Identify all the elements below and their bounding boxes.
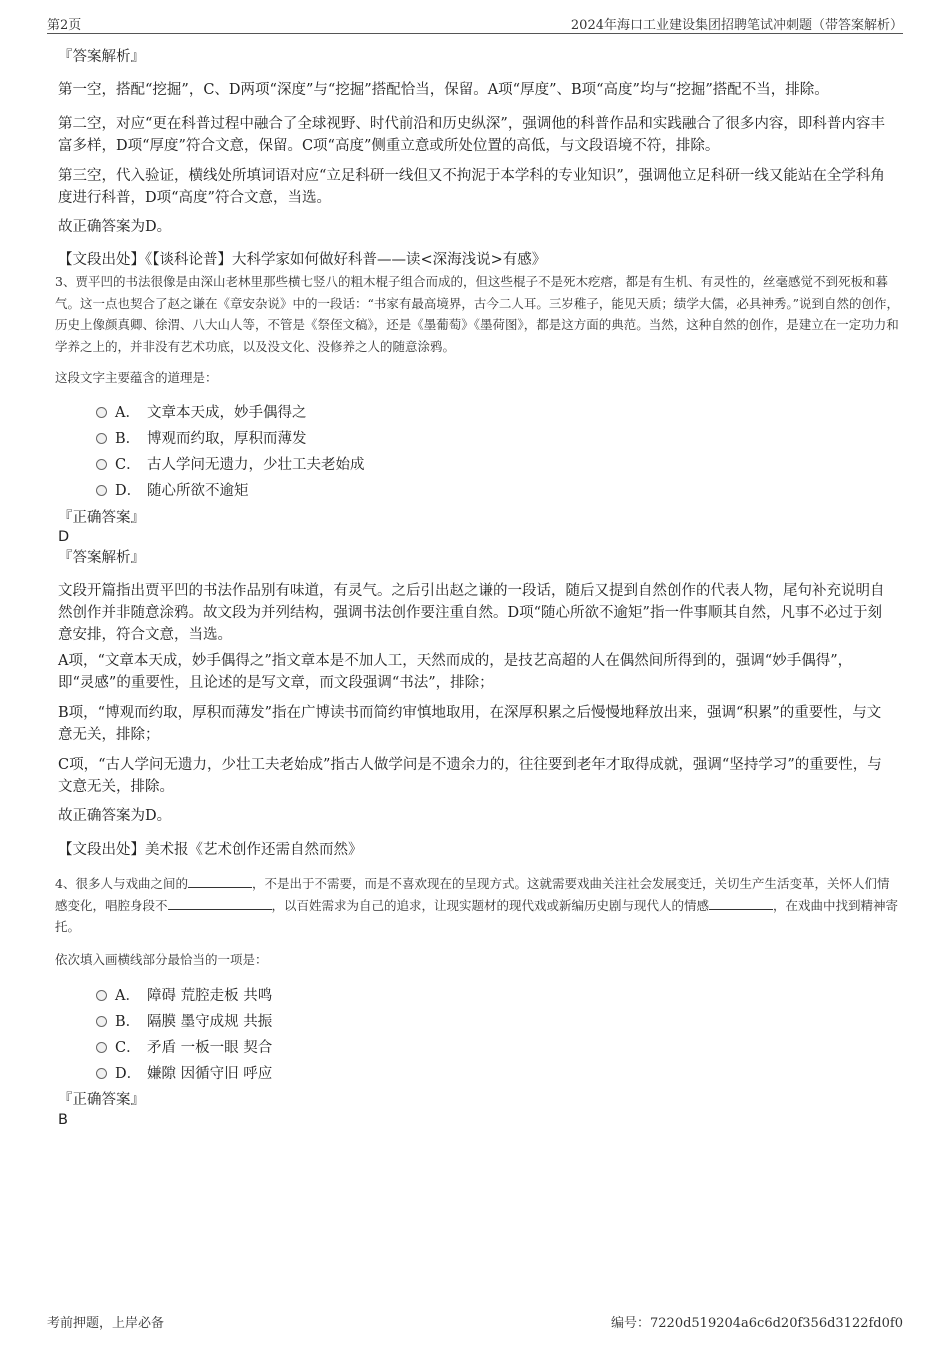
q2-conclusion: 故正确答案为D。	[58, 219, 172, 235]
q3-option-c[interactable]	[96, 452, 365, 474]
q2-analysis-para-2: 第二空，对应“更在科普过程中融合了全球视野、时代前沿和历史纵深”，强调他的科普作品和实践融合了很多内容，即科普内容丰富多样，D项“厚度”符合文意，保留。C项“高度”侧重立意或所处位置的高低，与文段语境不符，排除。	[58, 116, 885, 154]
q4-stem-part-1: 4、很多人与戏曲之间的	[55, 876, 188, 891]
q4-stem-part-2: ，不是出于不需要，而是不喜欢现在的呈现方式。这就需要戏曲关注社会发展变迁，关切生产生活变革，关怀人们情感变化，唱腔身段不	[55, 876, 890, 913]
q4-option-c[interactable]	[96, 1035, 272, 1057]
option-text: 嫌隙 因循守旧 呼应	[147, 1065, 273, 1082]
q3-conclusion: 故正确答案为D。	[58, 808, 172, 824]
q3-analysis-heading: 『答案解析』	[58, 550, 145, 566]
q4-stem-part-3: ，以百姓需求为自己的追求，让现实题材的现代戏或新编历史剧与现代人的情感	[271, 897, 710, 913]
q2-analysis-para-1: 第一空，搭配“挖掘”，C、D两项“深度”与“挖掘”搭配恰当，保留。A项“厚度”、B项“高度”均与“挖掘”搭配不当，排除。	[58, 82, 829, 98]
q3-option-b[interactable]	[96, 426, 307, 448]
q3-analysis-para-2: A项，“文章本天成，妙手偶得之”指文章本是不加人工，天然而成的，是技艺高超的人在偶然间所得到的，强调“妙手偶得”，即“灵感”的重要性，且论述的是写文章，而文段强调“书法”，排除；	[58, 653, 853, 691]
q3-answer: D	[58, 529, 70, 545]
option-letter: B．	[115, 1013, 141, 1030]
option-letter: D．	[115, 482, 142, 499]
option-letter: C．	[115, 456, 141, 473]
q4-option-a[interactable]	[96, 983, 272, 1005]
q4-stem	[55, 873, 900, 938]
blank-3	[709, 897, 773, 910]
blank-1	[188, 875, 252, 888]
q3-option-d[interactable]	[96, 478, 249, 500]
radio-icon[interactable]	[96, 1068, 107, 1079]
option-text: 障碍 荒腔走板 共鸣	[147, 987, 273, 1004]
option-text: 博观而约取，厚积而薄发	[147, 430, 307, 447]
option-text: 隔膜 墨守成规 共振	[147, 1013, 273, 1030]
q3-analysis-para-3: B项，“博观而约取，厚积而薄发”指在广博读书而简约审慎地取用，在深厚积累之后慢慢地释放出来，强调“积累”的重要性，与文意无关，排除；	[58, 705, 882, 743]
q4-stem-part-4: ，在戏曲中找到精神寄托。	[55, 897, 899, 934]
option-letter: B．	[115, 430, 141, 447]
q4-answer: B	[58, 1112, 68, 1128]
option-letter: A．	[115, 404, 140, 421]
radio-icon[interactable]	[96, 485, 107, 496]
q3-answer-heading: 『正确答案』	[58, 510, 145, 526]
q3-stem: 3、贾平凹的书法很像是由深山老林里那些横七竖八的粗木棍子组合而成的，但这些棍子不是死木疙瘩，都是有生机、有灵性的，丝毫感觉不到死板和暮气。这一点也契合了赵之谦在《章安杂说》中的一段话：“书家有最高境界，古今二人耳。三岁稚子，能见天质；绩学大儒，必具神秀。”说到自然的创作，历史上像颜真卿、徐渭、八大山人等，不管是《祭侄文稿》，还是《墨葡萄》《墨荷图》，都是这方面的典范。当然，这种自然的创作，是建立在一定功力和学养之上的，并非没有艺术功底，以及没文化、没修养之人的随意涂鸦。	[55, 274, 900, 354]
page-footer	[47, 1312, 903, 1332]
option-letter: A．	[115, 987, 140, 1004]
q2-source: 【文段出处】《【谈科论普】大科学家如何做好科普——读<深海浅说>有感》	[58, 252, 547, 268]
option-text: 文章本天成，妙手偶得之	[147, 404, 307, 421]
q3-analysis-para-1: 文段开篇指出贾平凹的书法作品别有味道，有灵气。之后引出赵之谦的一段话，随后又提到自然创作的代表人物，尾句补充说明自然创作并非随意涂鸦。故文段为并列结构，强调书法创作要注重自然。D项“随心所欲不逾矩”指一件事顺其自然，凡事不必过于刻意安排，符合文意，当选。	[58, 583, 885, 643]
q4-option-d[interactable]	[96, 1061, 272, 1083]
radio-icon[interactable]	[96, 433, 107, 444]
option-letter: D．	[115, 1065, 142, 1082]
page-number: 第2页	[47, 18, 82, 33]
blank-2	[168, 897, 272, 910]
document-title: 2024年海口工业建设集团招聘笔试冲刺题（带答案解析）	[570, 18, 903, 33]
option-letter: C．	[115, 1039, 141, 1056]
page-header	[47, 12, 903, 34]
option-text: 矛盾 一板一眼 契合	[147, 1039, 273, 1056]
radio-icon[interactable]	[96, 990, 107, 1001]
radio-icon[interactable]	[96, 1016, 107, 1027]
q3-option-a[interactable]	[96, 400, 307, 422]
radio-icon[interactable]	[96, 1042, 107, 1053]
option-text: 随心所欲不逾矩	[147, 482, 249, 499]
q2-analysis-para-3: 第三空，代入验证，横线处所填词语对应“立足科研一线但又不拘泥于本学科的专业知识”，强调他立足科研一线又能站在全学科角度进行科普，D项“高度”符合文意，当选。	[58, 168, 885, 206]
q3-prompt: 这段文字主要蕴含的道理是：	[55, 370, 218, 385]
radio-icon[interactable]	[96, 407, 107, 418]
q3-analysis-para-4: C项，“古人学问无遗力，少壮工夫老始成”指古人做学问是不遗余力的，往往要到老年才取得成就，强调“坚持学习”的重要性，与文意无关，排除。	[58, 757, 882, 795]
q4-prompt: 依次填入画横线部分最恰当的一项是：	[55, 952, 268, 967]
option-text: 古人学问无遗力，少壮工夫老始成	[147, 456, 365, 473]
q2-analysis-heading: 『答案解析』	[58, 49, 145, 65]
q3-source: 【文段出处】美术报《艺术创作还需自然而然》	[58, 842, 363, 858]
q4-option-b[interactable]	[96, 1009, 272, 1031]
q4-answer-heading: 『正确答案』	[58, 1092, 145, 1108]
footer-code: 编号：7220d519204a6c6d20f356d3122fd0f0	[611, 1316, 903, 1331]
radio-icon[interactable]	[96, 459, 107, 470]
footer-slogan: 考前押题，上岸必备	[47, 1316, 165, 1331]
